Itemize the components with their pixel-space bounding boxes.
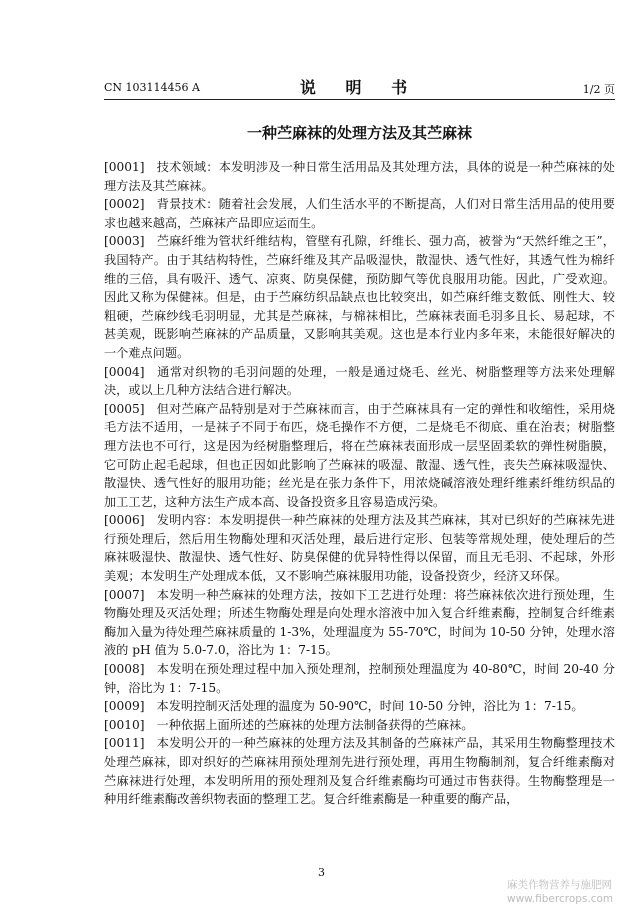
- paragraph: [104, 660, 615, 697]
- paragraph-number: [0010]: [104, 717, 145, 732]
- paragraph-number: [0009]: [104, 699, 145, 714]
- paragraph: [104, 734, 615, 808]
- paragraph: [104, 363, 615, 400]
- paragraph-text: 背景技术：随着社会发展，人们生活水平的不断提高，人们对日常生活用品的使用要求也越来越高，苎麻袜产品即应运而生。: [104, 197, 615, 230]
- page-header: [104, 73, 615, 100]
- document-type-title: 说 明 书: [299, 78, 420, 97]
- paragraph-text: 本发明公开的一种苎麻袜的处理方法及其制备的苎麻袜产品，其采用生物酶整理技术处理苎麻袜，即对织好的苎麻袜用预处理剂先进行预处理，再用生物酶制剂，复合纤维素酶对苎麻袜进行处理，本发明所用的预处理剂及复合纤维素酶均可通过市售获得。生物酶整理是一种用纤维素酶改善织物表面的整理工艺。复合纤维素酶是一种重要的酶产品，: [104, 736, 615, 807]
- page-label: 1/2 页: [582, 83, 615, 96]
- paragraph-text: 本发明在预处理过程中加入预处理剂，控制预处理温度为 40-80℃，时间 20-40 分钟，浴比为 1：7-15。: [104, 662, 615, 695]
- paragraph-number: [0002]: [104, 197, 145, 212]
- paragraph: [104, 697, 615, 716]
- paragraph-number: [0008]: [104, 662, 145, 677]
- document-number: CN 103114456 A: [104, 81, 200, 94]
- paragraph: [104, 232, 615, 362]
- paragraph-number: [0005]: [104, 401, 145, 416]
- paragraph: [104, 400, 615, 512]
- paragraph: [104, 586, 615, 660]
- page-number: 3: [318, 866, 325, 879]
- paragraph-text: 发明内容：本发明提供一种苎麻袜的处理方法及其苎麻袜，其对已织好的苎麻袜先进行预处理后，然后用生物酶处理和灭活处理，最后进行定形、包装等常规处理，使处理后的苎麻袜吸湿快、散湿快、透气性好、防臭保健的优异特性得以保留，而且无毛羽、不起球，外形美观；本发明生产处理成本低，又不影响苎麻袜服用功能，设备投资少，经济又环保。: [104, 513, 615, 584]
- paragraph: [104, 158, 615, 195]
- paragraph: [104, 195, 615, 232]
- watermark-text: 麻类作物营养与施肥网 www.fibercrops.com: [507, 879, 614, 905]
- paragraph-text: 但对苎麻产品特别是对于苎麻袜而言，由于苎麻袜具有一定的弹性和收缩性，采用烧毛方法不适用，一是袜子不同于布匹，烧毛操作不方便，二是烧毛不彻底、重在治表；树脂整理方法也不可行，这是因为经树脂整理后，将在苎麻袜表面形成一层坚固柔软的弹性树脂膜，它可防止起毛起球，但也正因如此影响了苎麻袜的吸湿、散湿、透气性，丧失苎麻袜吸湿快、散湿快、透气性好的服用功能；丝光是在张力条件下，用浓烧碱溶液处理纤维素纤维纺织品的加工工艺，这种方法生产成本高、设备投资多且容易造成污染。: [104, 401, 615, 509]
- paragraph-text: 本发明一种苎麻袜的处理方法，按如下工艺进行处理：将苎麻袜依次进行预处理，生物酶处理及灭活处理；所述生物酶处理是向处理水溶液中加入复合纤维素酶，控制复合纤维素酶加入量为待处理苎麻袜质量的 1-3%，处理温度为 55-70℃，时间为 10-50 分钟，处理水溶液的 pH 值为 5.0-7.0，浴比为 1：7-15。: [104, 587, 615, 658]
- paragraph-text: 一种依据上面所述的苎麻袜的处理方法制备获得的苎麻袜。: [156, 717, 474, 732]
- paragraph-number: [0003]: [104, 234, 145, 249]
- paragraph: [104, 511, 615, 585]
- paragraph-text: 本发明控制灭活处理的温度为 50-90℃，时间 10-50 分钟，浴比为 1：7-15。: [156, 699, 584, 714]
- paragraph-text: 通常对织物的毛羽问题的处理，一般是通过烧毛、丝光、树脂整理等方法来处理解决，或以上几种方法结合进行解决。: [104, 364, 615, 398]
- paragraph-number: [0007]: [104, 587, 145, 602]
- paragraph-number: [0011]: [104, 736, 145, 751]
- document-title: 一种苎麻袜的处理方法及其苎麻袜: [246, 124, 472, 142]
- paragraph-number: [0004]: [104, 364, 145, 379]
- paragraph-number: [0001]: [104, 160, 145, 174]
- paragraph-text: 苎麻纤维为管状纤维结构，管壁有孔隙，纤维长、强力高，被誉为“天然纤维之王”，我国特产。由于其结构特性，苎麻纤维及其产品吸湿快，散湿快、透气性好，其透气性为棉纤维的三倍，具有吸汗、透气、凉爽、防臭保健，预防脚气等优良服用功能。因此，广受欢迎。因此又称为保健袜。但是，由于苎麻纺织品缺点也比较突出，如苎麻纤维支数低、刚性大、较粗硬，苎麻纱线毛羽明显，尤其是苎麻袜，与棉袜相比，苎麻袜表面毛羽多且长、易起球，不甚美观，既影响苎麻袜的产品质量，又影响其美观。这也是本行业内多年来，未能很好解决的一个难点问题。: [104, 234, 615, 360]
- paragraph: [104, 716, 615, 735]
- document-body: [104, 158, 615, 809]
- paragraph-text: 技术领域：本发明涉及一种日常生活用品及其处理方法，具体的说是一种苎麻袜的处理方法及其苎麻袜。: [104, 160, 615, 193]
- paragraph-number: [0006]: [104, 513, 145, 528]
